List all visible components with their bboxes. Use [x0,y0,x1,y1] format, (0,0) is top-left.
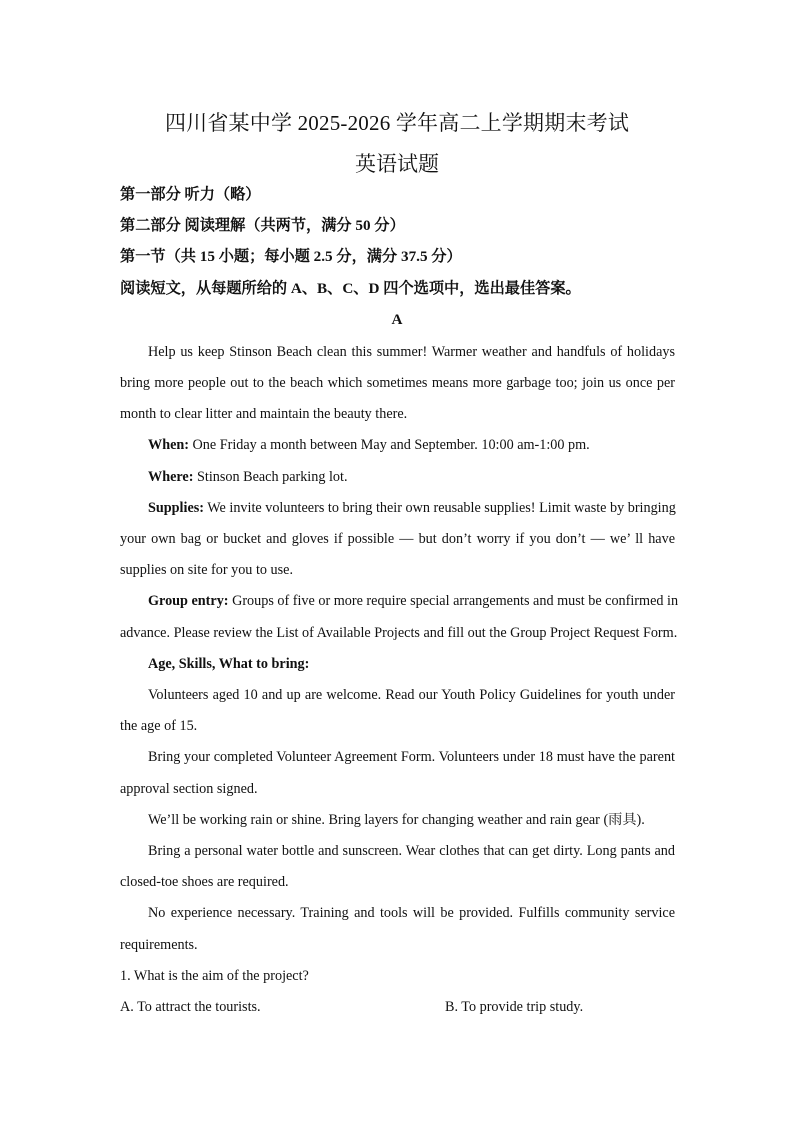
group-text-2: advance. Please review the List of Available Projects and fill out the Group Project Request Form. [120,625,678,641]
section1-heading: 第一节（共 15 小题；每小题 2.5 分，满分 37.5 分） [120,248,462,265]
supplies-label: Supplies: [148,500,204,516]
where-label: Where: [148,469,194,485]
supplies-text-1: We invite volunteers to bring their own reusable supplies! Limit waste by bringing [204,500,676,516]
when-paragraph [148,435,675,455]
group-paragraph [148,591,679,611]
form-line-2: approval section signed. [120,781,258,797]
when-label: When: [148,437,189,453]
part2-heading: 第二部分 阅读理解（共两节，满分 50 分） [120,217,405,234]
age-line-1: Volunteers aged 10 and up are welcome. Read our Youth Policy Guidelines for youth under [148,687,675,703]
bottle-line-1: Bring a personal water bottle and sunscreen. Wear clothes that can get dirty. Long pants and [148,843,675,859]
bottle-line-2: closed-toe shoes are required. [120,874,289,890]
rain-line: We’ll be working rain or shine. Bring layers for changing weather and rain gear (雨具). [148,812,645,828]
question-1-option-b: B. To provide trip study. [445,999,584,1015]
supplies-paragraph [148,498,675,518]
group-text-1: Groups of five or more require special arrangements and must be confirmed in [228,593,679,609]
exam-subtitle: 英语试题 [355,152,439,176]
experience-line-1: No experience necessary. Training and tools will be provided. Fulfills community service [148,905,675,921]
age-line-2: the age of 15. [120,718,198,734]
exam-title: 四川省某中学 2025-2026 学年高二上学期期末考试 [164,111,630,135]
passage-label: A [391,311,403,328]
age-heading: Age, Skills, What to bring: [148,656,310,672]
supplies-text-3: supplies on site for you to use. [120,562,293,578]
directions: 阅读短文，从每题所给的 A、B、C、D 四个选项中，选出最佳答案。 [120,280,581,297]
question-1-option-a: A. To attract the tourists. [120,999,261,1015]
group-label: Group entry: [148,593,229,609]
form-line-1: Bring your completed Volunteer Agreement Form. Volunteers under 18 must have the parent [148,749,675,765]
where-paragraph [148,467,675,487]
experience-line-2: requirements. [120,937,198,953]
intro-line-3: month to clear litter and maintain the beauty there. [120,406,408,422]
when-text: One Friday a month between May and September. 10:00 am-1:00 pm. [189,437,590,453]
intro-line-2: bring more people out to the beach which sometimes means more garbage too; join us once per [120,375,675,391]
part1-heading: 第一部分 听力（略） [120,186,261,203]
supplies-text-2: your own bag or bucket and gloves if possible — but don’t worry if you don’t — we’ ll have [120,531,675,547]
intro-line-1: Help us keep Stinson Beach clean this summer! Warmer weather and handfuls of holidays [148,344,675,360]
where-text: Stinson Beach parking lot. [193,469,348,485]
question-1-stem: 1. What is the aim of the project? [120,968,309,984]
